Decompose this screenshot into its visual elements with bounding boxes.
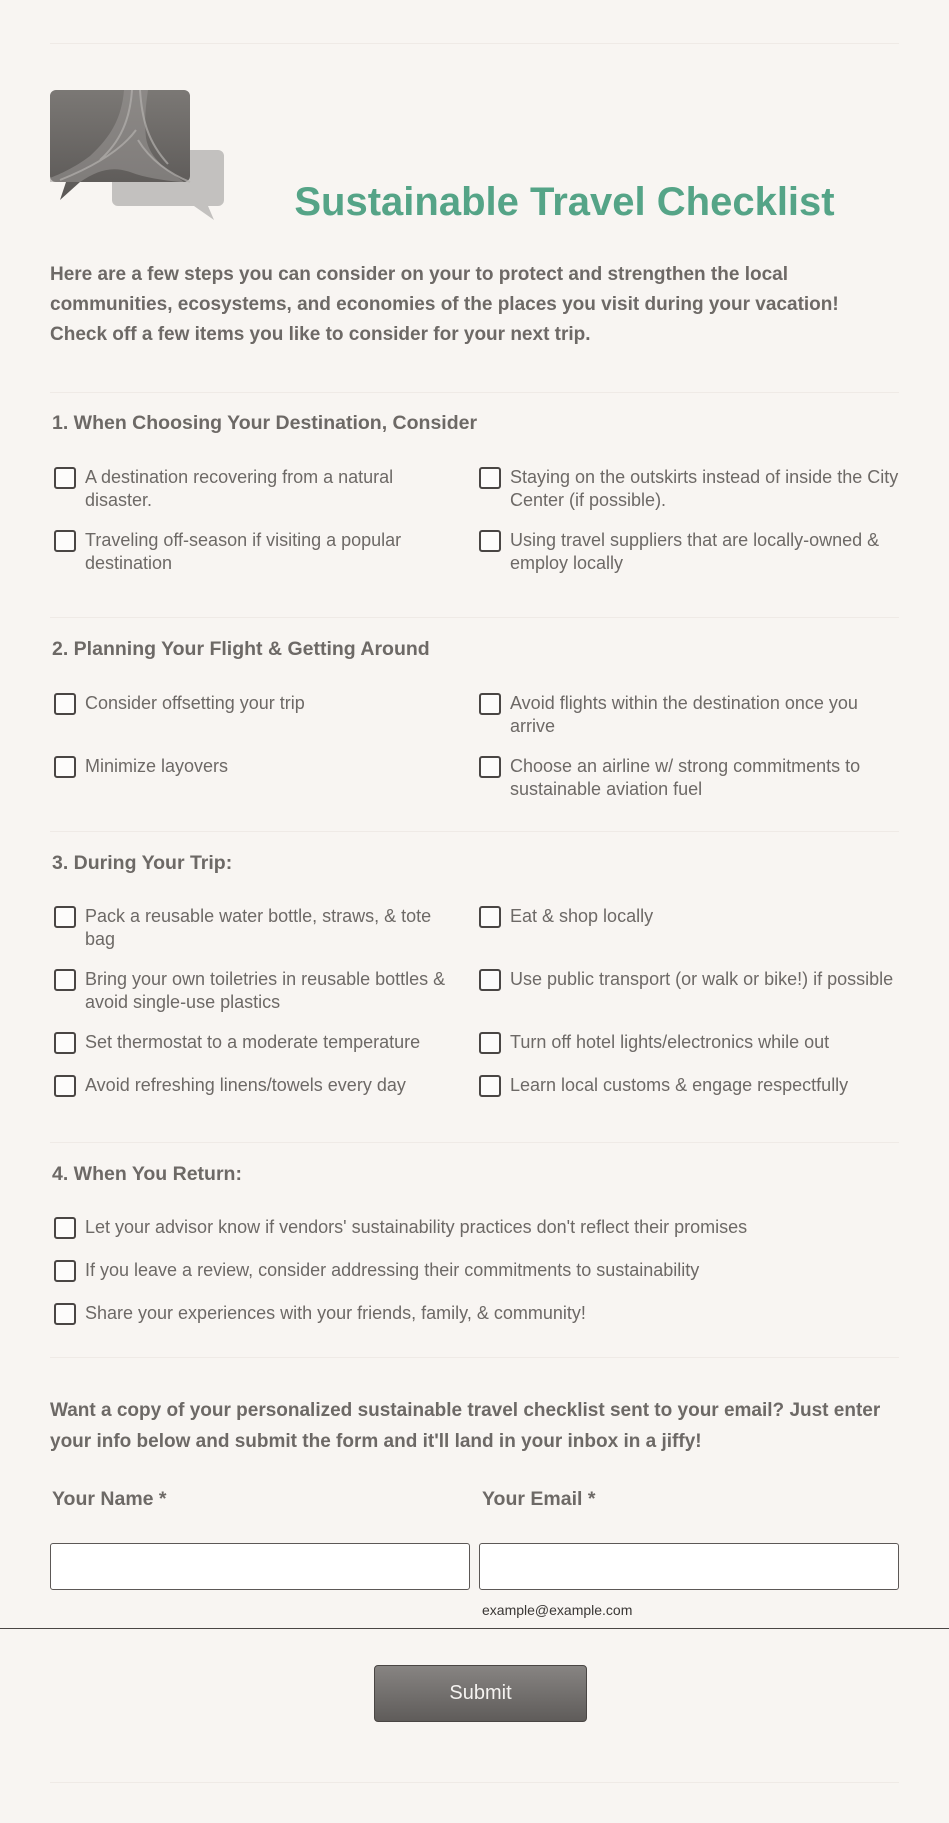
checklist-item[interactable] xyxy=(54,1259,899,1282)
checkbox[interactable] xyxy=(54,467,76,489)
checklist-item-label: Avoid flights within the destination once you arrive xyxy=(510,693,858,736)
submit-button[interactable]: Submit xyxy=(374,1665,587,1722)
section-title-return: 4. When You Return: xyxy=(52,1163,242,1185)
section-title-during-trip: 3. During Your Trip: xyxy=(52,852,233,874)
intro-text: Here are a few steps you can consider on your to protect and strengthen the local communities, ecosystems, and economies of the places you visit during your vacation! Check off a few items you like to consider for your next trip. xyxy=(50,264,839,345)
checkbox[interactable] xyxy=(54,1032,76,1054)
top-divider xyxy=(50,43,899,44)
checklist-item[interactable] xyxy=(54,1031,454,1054)
checklist-item-label: Learn local customs & engage respectfully xyxy=(510,1075,849,1095)
checklist-item[interactable] xyxy=(479,1031,899,1054)
checkbox[interactable] xyxy=(479,906,501,928)
checklist-item[interactable] xyxy=(479,755,899,801)
checklist-item[interactable] xyxy=(54,466,454,512)
checkbox[interactable] xyxy=(54,1303,76,1325)
checklist-item-label: Using travel suppliers that are locally-owned & employ locally xyxy=(510,530,880,573)
section-divider xyxy=(50,1142,899,1143)
email-sublabel: example@example.com xyxy=(482,1602,633,1618)
checkbox[interactable] xyxy=(54,1075,76,1097)
checkbox[interactable] xyxy=(54,1260,76,1282)
checkbox[interactable] xyxy=(479,756,501,778)
checkbox[interactable] xyxy=(54,756,76,778)
checklist-item-label: Staying on the outskirts instead of inside the City Center (if possible). xyxy=(510,467,899,510)
section-divider xyxy=(50,1357,899,1358)
checklist-item[interactable] xyxy=(54,1216,899,1239)
section-divider xyxy=(50,831,899,832)
checklist-item[interactable] xyxy=(479,692,899,738)
checklist-item[interactable] xyxy=(479,466,899,512)
checklist-item-label: If you leave a review, consider addressing their commitments to sustainability xyxy=(85,1260,700,1280)
checklist-item[interactable] xyxy=(479,1074,899,1097)
section-title-destination: 1. When Choosing Your Destination, Consider xyxy=(52,412,478,434)
checkbox[interactable] xyxy=(479,530,501,552)
section-divider xyxy=(50,617,899,618)
checklist-item[interactable] xyxy=(54,905,454,951)
checklist-item[interactable] xyxy=(479,968,899,991)
checklist-item[interactable] xyxy=(479,529,899,575)
bottom-divider xyxy=(50,1782,899,1783)
page-title: Sustainable Travel Checklist xyxy=(294,180,835,224)
checklist-item-label: Set thermostat to a moderate temperature xyxy=(85,1032,421,1052)
speech-bubbles-tree-logo xyxy=(50,90,228,222)
checkbox[interactable] xyxy=(54,969,76,991)
checklist-item-label: Traveling off-season if visiting a popular destination xyxy=(85,530,402,573)
checklist-item-label: Pack a reusable water bottle, straws, & tote bag xyxy=(85,906,432,949)
checklist-item-label: Bring your own toiletries in reusable bottles & avoid single-use plastics xyxy=(85,969,446,1012)
checklist-item-label: Use public transport (or walk or bike!) if possible xyxy=(510,969,894,989)
checkbox[interactable] xyxy=(479,1032,501,1054)
checkbox[interactable] xyxy=(54,530,76,552)
checkbox[interactable] xyxy=(479,467,501,489)
email-input[interactable] xyxy=(479,1543,899,1590)
checkbox[interactable] xyxy=(479,969,501,991)
email-label: Your Email * xyxy=(482,1488,596,1510)
checklist-item-label: Let your advisor know if vendors' sustainability practices don't reflect their promises xyxy=(85,1217,748,1237)
checkbox[interactable] xyxy=(54,1217,76,1239)
checkbox[interactable] xyxy=(479,693,501,715)
checklist-item-label: Avoid refreshing linens/towels every day xyxy=(85,1075,406,1095)
checkbox[interactable] xyxy=(54,693,76,715)
checklist-item-label: Eat & shop locally xyxy=(510,906,654,926)
checkbox[interactable] xyxy=(479,1075,501,1097)
checklist-item-label: Minimize layovers xyxy=(85,756,229,776)
checklist-item[interactable] xyxy=(54,1302,899,1325)
checklist-item[interactable] xyxy=(54,755,454,778)
checklist-item-label: Consider offsetting your trip xyxy=(85,693,305,713)
checklist-item[interactable] xyxy=(54,692,454,715)
checklist-item-label: Share your experiences with your friends, family, & community! xyxy=(85,1303,586,1323)
checklist-item[interactable] xyxy=(54,529,454,575)
email-cta-text: Want a copy of your personalized sustainable travel checklist sent to your email? Just enter your info below and submit the form and it'll land in your inbox in a jiffy! xyxy=(50,1400,881,1452)
name-label: Your Name * xyxy=(52,1488,167,1510)
section-title-flight: 2. Planning Your Flight & Getting Around xyxy=(52,638,430,660)
checkbox[interactable] xyxy=(54,906,76,928)
checklist-item[interactable] xyxy=(54,968,454,1014)
checklist-item-label: Choose an airline w/ strong commitments to sustainable aviation fuel xyxy=(510,756,861,799)
section-divider xyxy=(50,392,899,393)
checklist-item-label: Turn off hotel lights/electronics while out xyxy=(510,1032,830,1052)
name-input[interactable] xyxy=(50,1543,470,1590)
footer-divider xyxy=(0,1628,949,1629)
checklist-item[interactable] xyxy=(54,1074,454,1097)
checklist-item[interactable] xyxy=(479,905,899,928)
checklist-item-label: A destination recovering from a natural disaster. xyxy=(85,467,394,510)
